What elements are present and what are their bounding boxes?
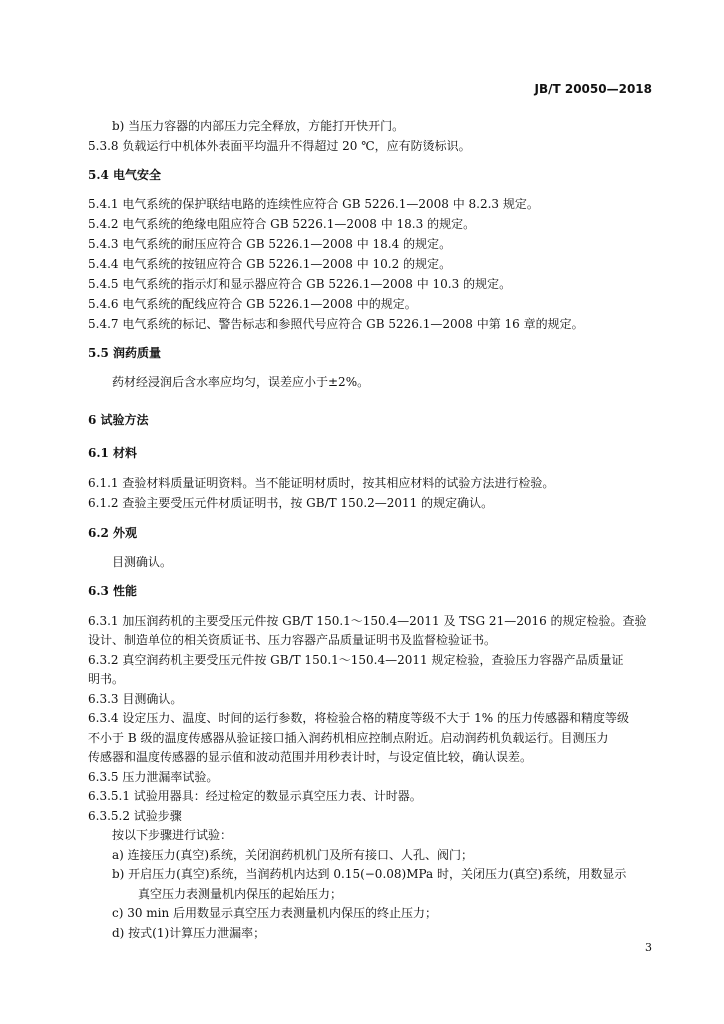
clause-5-4-6: 5.4.6 电气系统的配线应符合 GB 5226.1—2008 中的规定。 bbox=[88, 297, 417, 311]
clause-5-5-body: 药材经浸润后含水率应均匀，误差应小于±2%。 bbox=[112, 375, 370, 389]
clause-5-4-5: 5.4.5 电气系统的指示灯和显示器应符合 GB 5226.1—2008 中 10.3 的规定。 bbox=[88, 277, 512, 291]
step-d: d) 按式(1)计算压力泄漏率； bbox=[112, 926, 266, 940]
clause-5-3-8: 5.3.8 负载运行中机体外表面平均温升不得超过 20 ℃，应有防烫标识。 bbox=[88, 139, 471, 153]
clause-6-3-4-line1: 6.3.4 设定压力、温度、时间的运行参数，将检验合格的精度等级不大于 1% 的压力传感器和精度等级 bbox=[88, 711, 630, 725]
clause-5-4-3: 5.4.3 电气系统的耐压应符合 GB 5226.1—2008 中 18.4 的规定。 bbox=[88, 237, 452, 251]
heading-6-2: 6.2 外观 bbox=[88, 526, 138, 540]
clause-6-3-2-line1: 6.3.2 真空润药机主要受压元件按 GB/T 150.1～150.4—2011 规定检验，查验压力容器产品质量证 bbox=[88, 653, 624, 667]
heading-6-3: 6.3 性能 bbox=[88, 584, 138, 598]
clause-6-3-5-2: 6.3.5.2 试验步骤 bbox=[88, 809, 182, 823]
clause-6-3-4-line2: 不小于 B 级的温度传感器从验证接口插入润药机相应控制点附近。启动润药机负载运行。目测压力 bbox=[88, 731, 609, 745]
item-b: b) 当压力容器的内部压力完全释放，方能打开快开门。 bbox=[112, 119, 405, 133]
clause-6-3-4-line3: 传感器和温度传感器的显示值和波动范围并用秒表计时，与设定值比较，确认误差。 bbox=[88, 750, 533, 764]
clause-6-1-2: 6.1.2 查验主要受压元件材质证明书，按 GB/T 150.2—2011 的规定确认。 bbox=[88, 496, 494, 510]
heading-5-5: 5.5 润药质量 bbox=[88, 346, 162, 360]
clause-6-3-5-1: 6.3.5.1 试验用器具：经过检定的数显示真空压力表、计时器。 bbox=[88, 789, 422, 803]
clause-5-4-2: 5.4.2 电气系统的绝缘电阻应符合 GB 5226.1—2008 中 18.3 的规定。 bbox=[88, 217, 476, 231]
heading-6-1: 6.1 材料 bbox=[88, 446, 138, 460]
page-number: 3 bbox=[645, 941, 652, 954]
step-a: a) 连接压力(真空)系统，关闭润药机机门及所有接口、人孔、阀门； bbox=[112, 848, 474, 862]
clause-5-4-1: 5.4.1 电气系统的保护联结电路的连续性应符合 GB 5226.1—2008 中 8.2.3 规定。 bbox=[88, 197, 539, 211]
standard-id: JB/T 20050—2018 bbox=[534, 82, 652, 96]
clause-6-3-3: 6.3.3 目测确认。 bbox=[88, 692, 183, 706]
clause-6-3-2-line2: 明书。 bbox=[88, 672, 125, 686]
clause-5-4-7: 5.4.7 电气系统的标记、警告标志和参照代号应符合 GB 5226.1—2008 中第 16 章的规定。 bbox=[88, 317, 584, 331]
clause-6-3-1-line2: 设计、制造单位的相关资质证书、压力容器产品质量证明书及监督检验证书。 bbox=[88, 633, 497, 647]
clause-6-1-1: 6.1.1 查验材料质量证明资料。当不能证明材质时，按其相应材料的试验方法进行检验。 bbox=[88, 476, 555, 490]
clause-6-3-5: 6.3.5 压力泄漏率试验。 bbox=[88, 770, 219, 784]
clause-6-3-1-line1: 6.3.1 加压润药机的主要受压元件按 GB/T 150.1～150.4—2011 及 TSG 21—2016 的规定检验。查验 bbox=[88, 614, 647, 628]
step-b-line2: 真空压力表测量机内保压的起始压力； bbox=[138, 887, 343, 901]
clause-5-4-4: 5.4.4 电气系统的按钮应符合 GB 5226.1—2008 中 10.2 的规定。 bbox=[88, 257, 452, 271]
step-c: c) 30 min 后用数显示真空压力表测量机内保压的终止压力； bbox=[112, 906, 438, 920]
heading-5-4: 5.4 电气安全 bbox=[88, 168, 162, 182]
step-b-line1: b) 开启压力(真空)系统，当润药机内达到 0.15(−0.08)MPa 时，关闭压力(真空)系统，用数显示 bbox=[112, 867, 627, 881]
heading-6: 6 试验方法 bbox=[88, 413, 149, 427]
steps-intro: 按以下步骤进行试验： bbox=[112, 828, 233, 842]
clause-6-2-body: 目测确认。 bbox=[112, 555, 173, 569]
